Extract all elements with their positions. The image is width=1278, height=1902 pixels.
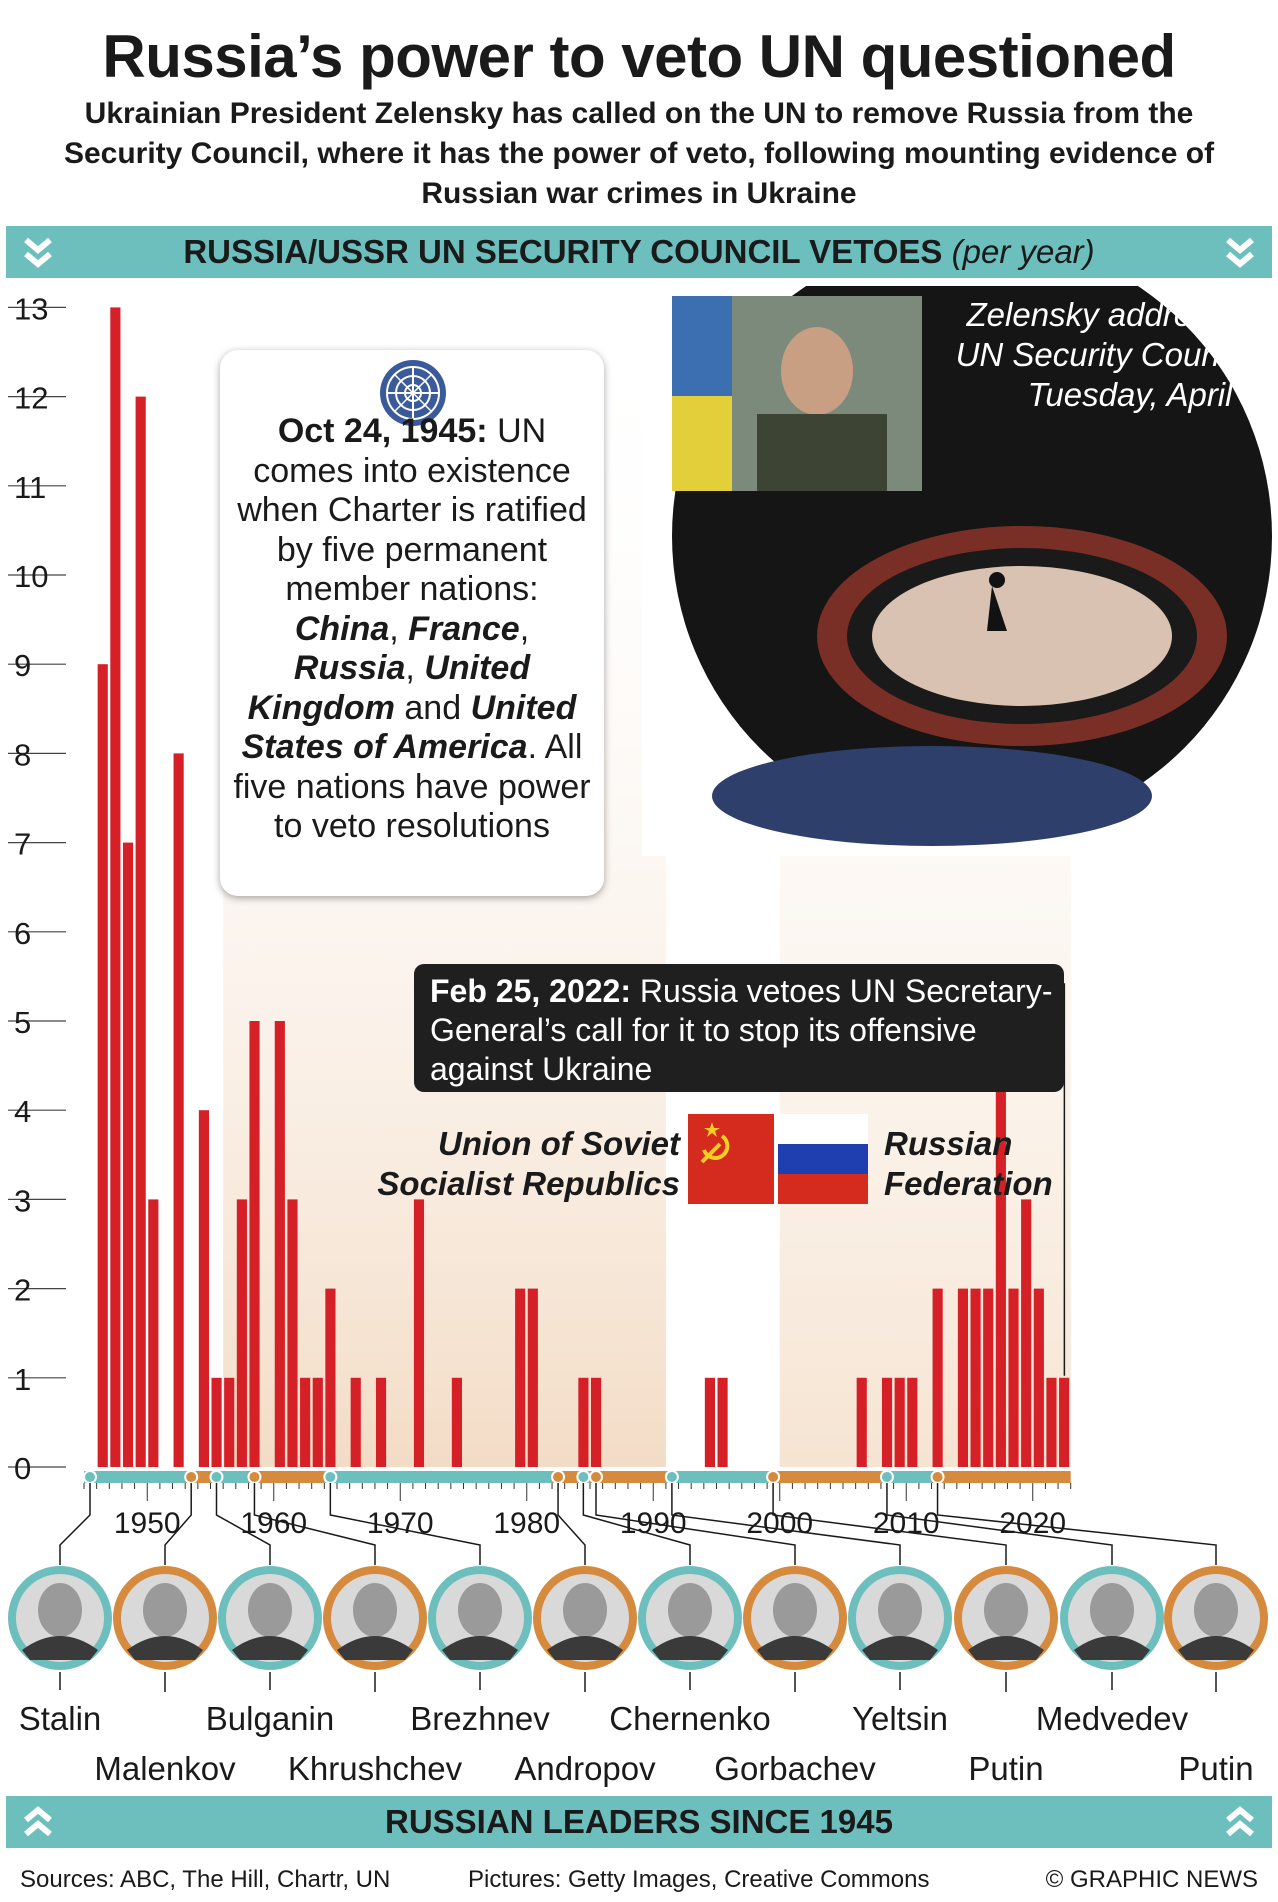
bar-1948 [123, 843, 133, 1467]
chart-title: RUSSIA/USSR UN SECURITY COUNCIL VETOES [183, 233, 943, 270]
y-tick-label: 7 [14, 826, 32, 862]
leader-name: Chernenko [609, 1700, 771, 1737]
leader-start-marker [324, 1471, 336, 1483]
timeline-segment [932, 1471, 1071, 1483]
leader-name: Putin [1178, 1750, 1254, 1787]
leader-portrait [533, 1566, 637, 1670]
leader-connector [558, 1483, 585, 1565]
y-tick-label: 11 [14, 469, 47, 505]
leader-start-marker [932, 1471, 944, 1483]
bar-1984 [578, 1378, 588, 1467]
x-tick-label: 1980 [493, 1507, 561, 1540]
veto-2022-date: Feb 25, 2022: [430, 973, 631, 1009]
un-founding-date: Oct 24, 1945: [277, 412, 488, 450]
chevron-up-icon [1222, 1804, 1258, 1840]
leader-portrait [428, 1566, 532, 1670]
y-tick-label: 0 [14, 1451, 32, 1486]
y-tick-label: 1 [14, 1361, 32, 1397]
bar-1962 [300, 1378, 310, 1467]
leader-portrait [848, 1566, 952, 1670]
bar-2016 [983, 1289, 993, 1467]
leader-start-marker [84, 1471, 96, 1483]
ussr-flag [688, 1114, 774, 1204]
bar-1949 [136, 397, 146, 1467]
leader-start-marker [248, 1471, 260, 1483]
y-tick-label: 8 [14, 737, 32, 773]
y-tick-label: 6 [14, 915, 32, 951]
bar-1971 [414, 1199, 424, 1467]
leader-start-marker [577, 1471, 589, 1483]
bar-1955 [212, 1378, 222, 1467]
footer-sources: Sources: ABC, The Hill, Chartr, UN [20, 1866, 391, 1893]
leaders-band [6, 1796, 1272, 1848]
un-founding-callout [220, 350, 604, 896]
bar-1950 [148, 1199, 158, 1467]
bar-2010 [907, 1378, 917, 1467]
ussr-era-label: Union of Soviet Socialist Republics [377, 1125, 680, 1202]
y-tick-label: 2 [14, 1272, 32, 1308]
chevron-down-icon [1222, 234, 1258, 270]
chart-title-band [6, 226, 1272, 278]
y-tick-label: 3 [14, 1183, 32, 1219]
leader-start-marker [211, 1471, 223, 1483]
page-subtitle: Ukrainian President Zelensky has called on the UN to remove Russia from the Security Council, where it has the power of veto, following mounting evidence of Russian war crimes in Ukraine [63, 97, 1215, 210]
leader-name: Stalin [18, 1700, 102, 1737]
y-tick-label: 10 [14, 559, 49, 594]
leader-start-marker [590, 1471, 602, 1483]
x-tick-label: 1990 [619, 1507, 687, 1540]
x-tick-label: 1960 [240, 1507, 308, 1540]
leader-name: Putin [968, 1750, 1044, 1787]
page-title: Russia’s power to veto UN questioned [102, 23, 1176, 90]
leader-start-marker [881, 1471, 893, 1483]
un-founding-text: Oct 24, 1945: UN comes into existence when Charter is ratified by five permanent member nations: China, France, Russia, United Kingdom and United States of America. All five nations have power to veto resolutions [233, 412, 591, 845]
timeline-segment [324, 1471, 552, 1483]
leader-name: Medvedev [1035, 1700, 1189, 1737]
bar-2022 [1059, 1378, 1069, 1467]
bar-1995 [718, 1378, 728, 1467]
timeline-segment [767, 1471, 881, 1483]
bar-2021 [1046, 1378, 1056, 1467]
footer-pictures: Pictures: Getty Images, Creative Commons [468, 1866, 930, 1893]
leader-name: Yeltsin [851, 1700, 949, 1737]
bar-1956 [224, 1378, 234, 1467]
leader-name: Bulganin [205, 1700, 335, 1737]
bar-2009 [895, 1378, 905, 1467]
bar-2019 [1021, 1199, 1031, 1467]
y-tick-label: 5 [14, 1005, 32, 1040]
bar-2018 [1008, 1289, 1018, 1467]
chart-unit: (per year) [951, 233, 1095, 270]
bar-1980 [528, 1289, 538, 1467]
timeline-segment [666, 1471, 767, 1483]
bar-2006 [857, 1378, 867, 1467]
y-tick-label: 9 [14, 648, 32, 684]
leader-name: Malenkov [94, 1750, 236, 1787]
leader-connector [60, 1483, 90, 1565]
bar-2014 [958, 1289, 968, 1467]
bar-1946 [98, 664, 108, 1467]
photo-caption: Zelensky addresses UN Security Council, Tuesday, April 5 [955, 296, 1260, 413]
leader-portrait [743, 1566, 847, 1670]
bar-2015 [971, 1289, 981, 1467]
russian-flag [778, 1114, 868, 1204]
bar-1947 [110, 307, 120, 1467]
bar-1985 [591, 1378, 601, 1467]
bar-1957 [237, 1199, 247, 1467]
leader-portrait [954, 1566, 1058, 1670]
bar-1958 [249, 1021, 259, 1467]
bar-1974 [452, 1378, 462, 1467]
veto-2022-callout [414, 964, 1064, 1092]
x-tick-label: 2000 [746, 1507, 814, 1540]
x-tick-label: 2020 [999, 1507, 1067, 1540]
leader-start-marker [552, 1471, 564, 1483]
leader-portrait [8, 1566, 112, 1670]
bar-1964 [325, 1289, 335, 1467]
bar-1966 [351, 1378, 361, 1467]
leader-name: Gorbachev [714, 1750, 876, 1787]
leader-portrait [323, 1566, 427, 1670]
leader-name: Andropov [514, 1750, 656, 1787]
leader-portrait [1164, 1566, 1268, 1670]
bar-1963 [313, 1378, 323, 1467]
timeline-segment [84, 1471, 185, 1483]
bar-1994 [705, 1378, 715, 1467]
bar-2012 [933, 1289, 943, 1467]
y-tick-label: 13 [14, 291, 49, 327]
y-tick-label: 12 [14, 380, 49, 416]
leader-start-marker [767, 1471, 779, 1483]
leader-portrait [218, 1566, 322, 1670]
leader-portrait [1060, 1566, 1164, 1670]
leader-start-marker [666, 1471, 678, 1483]
x-tick-label: 1970 [366, 1507, 434, 1540]
bar-1979 [515, 1289, 525, 1467]
leader-connector [938, 1483, 1216, 1565]
leader-name: Brezhnev [410, 1700, 550, 1737]
y-tick-label: 4 [14, 1094, 32, 1130]
bar-1952 [174, 753, 184, 1467]
leader-portrait [638, 1566, 742, 1670]
leader-portrait [113, 1566, 217, 1670]
leaders-band-title: RUSSIAN LEADERS SINCE 1945 [385, 1803, 893, 1840]
bar-1961 [287, 1199, 297, 1467]
x-tick-label: 1950 [113, 1507, 181, 1540]
bar-2008 [882, 1378, 892, 1467]
russian-federation-era-label: Russian Federation [884, 1125, 1053, 1202]
bar-1954 [199, 1110, 209, 1467]
footer-credit: © GRAPHIC NEWS [1045, 1866, 1258, 1893]
x-tick-label: 2010 [872, 1507, 940, 1540]
bar-1968 [376, 1378, 386, 1467]
leader-start-marker [185, 1471, 197, 1483]
bar-1960 [275, 1021, 285, 1467]
leader-name: Khrushchev [287, 1750, 463, 1787]
bar-2020 [1034, 1289, 1044, 1467]
veto-2022-text: Russia vetoes UN Secretary-General’s call for it to stop its offensive against Ukraine [430, 973, 1053, 1087]
